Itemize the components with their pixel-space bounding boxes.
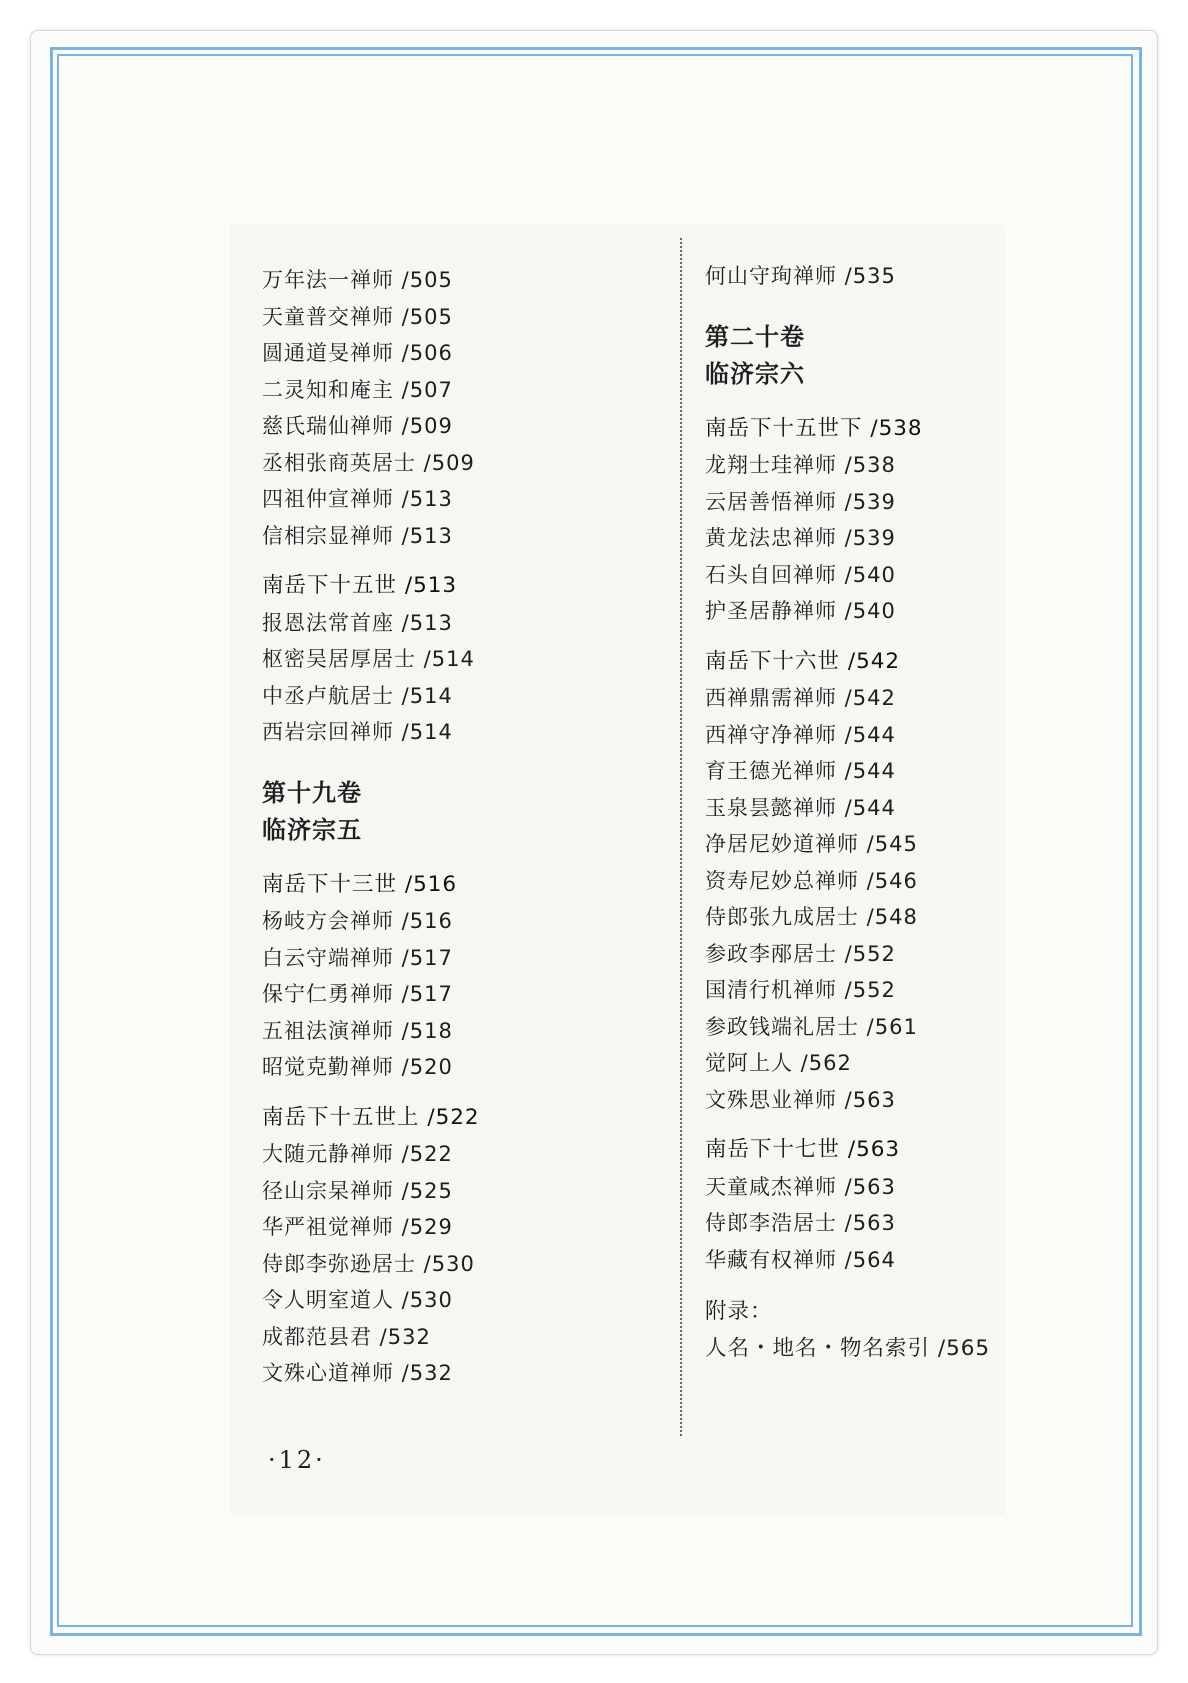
toc-entry: 华严祖觉禅师 /529 xyxy=(262,1215,453,1239)
toc-generation-group xyxy=(705,644,990,1119)
toc-entry: 西禅守净禅师 /544 xyxy=(705,722,896,747)
toc-generation-group xyxy=(705,1132,990,1278)
toc-entry: 石头自回禅师 /540 xyxy=(705,562,896,587)
toc-generation-group xyxy=(262,568,480,751)
toc-generation-heading: 南岳下十六世 /542 xyxy=(705,648,901,674)
toc-entry: 圆通道旻禅师 /506 xyxy=(262,341,453,365)
toc-entry: 报恩法常首座 /513 xyxy=(262,610,453,635)
toc-entry: 龙翔士珪禅师 /538 xyxy=(705,453,896,477)
toc-entry: 玉泉昙懿禅师 /544 xyxy=(705,795,896,820)
appendix-section xyxy=(705,1294,990,1367)
toc-generation-heading: 南岳下十三世 /516 xyxy=(262,871,458,897)
toc-entry: 径山宗杲禅师 /525 xyxy=(262,1178,453,1203)
page-number: ·12· xyxy=(268,1446,326,1474)
toc-entry: 何山守珣禅师 /535 xyxy=(705,264,896,288)
toc-entry: 中丞卢航居士 /514 xyxy=(262,683,453,708)
toc-left-top-group xyxy=(262,262,480,554)
toc-generation-heading: 南岳下十五世 /513 xyxy=(262,573,458,598)
toc-entry: 成都范县君 /532 xyxy=(262,1324,431,1349)
toc-entry: 西禅鼎需禅师 /542 xyxy=(705,686,896,710)
toc-entry: 西岩宗回禅师 /514 xyxy=(262,720,453,744)
toc-generation-group xyxy=(262,867,480,1086)
toc-right-top-group xyxy=(705,258,990,295)
toc-entry: 黄龙法忠禅师 /539 xyxy=(705,526,896,550)
toc-entry: 四祖仲宣禅师 /513 xyxy=(262,487,453,511)
toc-entry: 昭觉克勤禅师 /520 xyxy=(262,1055,453,1079)
toc-entry: 信相宗显禅师 /513 xyxy=(262,523,453,548)
toc-entry: 令人明室道人 /530 xyxy=(262,1288,453,1312)
appendix-label: 附录： xyxy=(705,1299,773,1324)
volume-subtitle: 临济宗五 xyxy=(262,815,362,844)
toc-generation-heading: 南岳下十五世上 /522 xyxy=(262,1104,480,1130)
volume-heading xyxy=(705,319,990,393)
toc-generation-group xyxy=(705,411,990,630)
toc-entry: 侍郎李弥逊居士 /530 xyxy=(262,1251,475,1276)
toc-entry: 天童普交禅师 /505 xyxy=(262,304,453,329)
toc-entry: 杨岐方会禅师 /516 xyxy=(262,909,453,933)
toc-entry: 华藏有权禅师 /564 xyxy=(705,1247,896,1272)
toc-entry: 大随元静禅师 /522 xyxy=(262,1142,453,1166)
toc-entry: 万年法一禅师 /505 xyxy=(262,268,453,292)
toc-entry: 侍郎张九成居士 /548 xyxy=(705,905,918,929)
toc-entry: 枢密吴居厚居士 /514 xyxy=(262,647,475,671)
toc-left-column xyxy=(262,262,480,1406)
column-divider xyxy=(680,238,682,1436)
toc-entry: 文殊心道禅师 /532 xyxy=(262,1361,453,1385)
toc-generation-heading: 南岳下十五世下 /538 xyxy=(705,415,923,441)
volume-subtitle: 临济宗六 xyxy=(705,359,805,388)
toc-entry: 国清行机禅师 /552 xyxy=(705,978,896,1002)
toc-generation-heading: 南岳下十七世 /563 xyxy=(705,1137,901,1162)
toc-entry: 保宁仁勇禅师 /517 xyxy=(262,982,453,1006)
appendix-index-entry: 人名・地名・物名索引 /565 xyxy=(705,1335,991,1361)
toc-entry: 云居善悟禅师 /539 xyxy=(705,489,896,514)
toc-entry: 参政李邴居士 /552 xyxy=(705,941,896,966)
toc-entry: 资寿尼妙总禅师 /546 xyxy=(705,868,918,893)
toc-right-column xyxy=(705,258,990,1367)
volume-title: 第二十卷 xyxy=(705,322,805,351)
toc-entry: 二灵知和庵主 /507 xyxy=(262,377,453,402)
toc-entry: 慈氏瑞仙禅师 /509 xyxy=(262,414,453,438)
toc-entry: 天童咸杰禅师 /563 xyxy=(705,1174,896,1199)
toc-entry: 觉阿上人 /562 xyxy=(705,1051,852,1075)
toc-entry: 文殊思业禅师 /563 xyxy=(705,1087,896,1112)
toc-entry: 侍郎李浩居士 /563 xyxy=(705,1211,896,1235)
toc-generation-group xyxy=(262,1100,480,1392)
toc-entry: 五祖法演禅师 /518 xyxy=(262,1018,453,1043)
toc-entry: 白云守端禅师 /517 xyxy=(262,945,453,970)
volume-heading xyxy=(262,775,480,849)
toc-entry: 丞相张商英居士 /509 xyxy=(262,450,475,475)
toc-entry: 育王德光禅师 /544 xyxy=(705,759,896,783)
toc-entry: 净居尼妙道禅师 /545 xyxy=(705,832,918,856)
toc-entry: 护圣居静禅师 /540 xyxy=(705,599,896,623)
toc-entry: 参政钱端礼居士 /561 xyxy=(705,1014,918,1039)
volume-title: 第十九卷 xyxy=(262,778,362,807)
